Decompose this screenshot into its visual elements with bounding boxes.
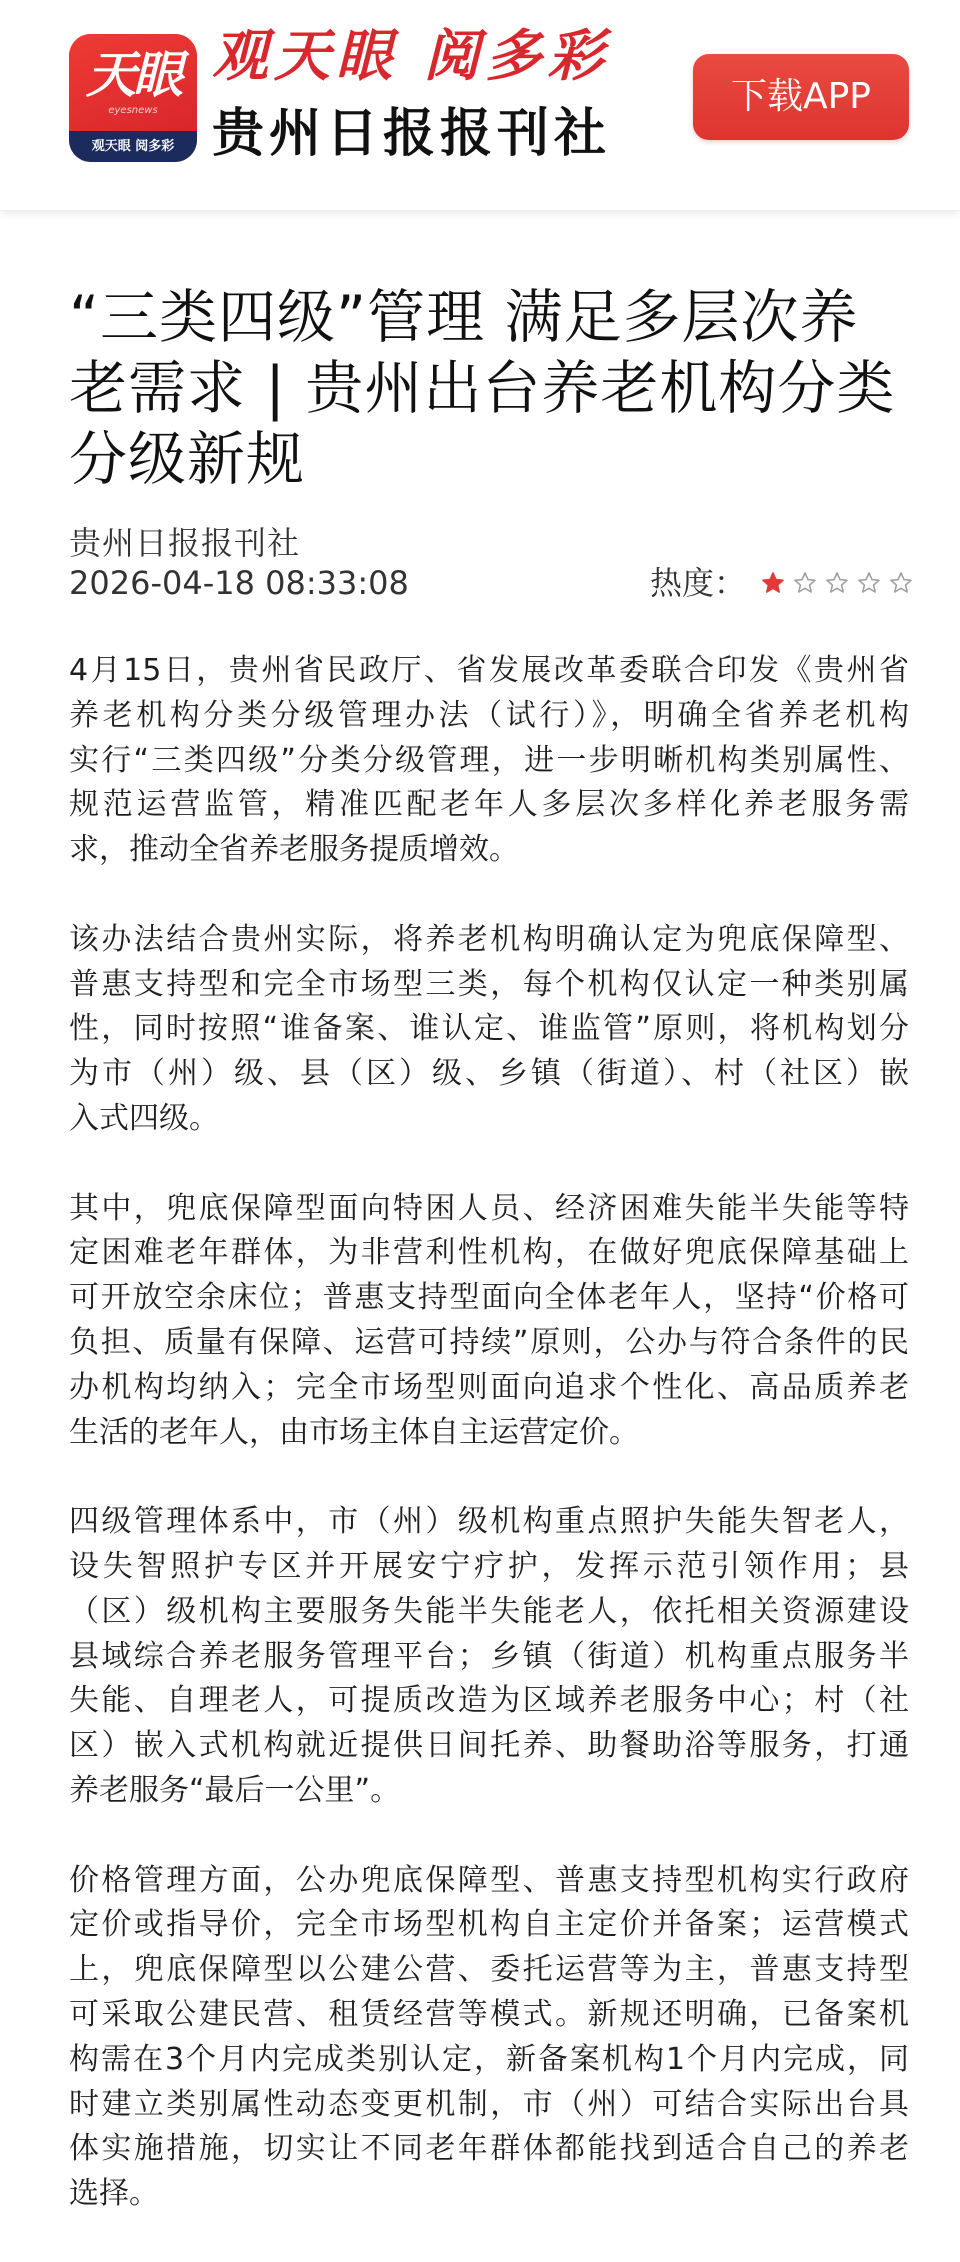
paragraph-line: 性，同时按照“谁备案、谁认定、谁监管”原则，将机构划分: [69, 1011, 909, 1047]
paragraph-line: 养老机构分类分级管理办法（试行）》，明确全省养老机构: [69, 697, 909, 733]
logo-mark: [69, 34, 197, 131]
paragraph-line: 县域综合养老服务管理平台；乡镇（街道）机构重点服务半: [69, 1638, 909, 1674]
paragraph-line: 失能、自理老人，可提质改造为区域养老服务中心；村（社: [69, 1683, 909, 1719]
paragraph-line: 设失智照护专区并开展安宁疗护，发挥示范引领作用；县: [69, 1548, 909, 1584]
star-filled-icon: [761, 571, 785, 595]
paragraph-line: 定价或指导价，完全市场型机构自主定价并备案；运营模式: [69, 1907, 909, 1943]
paragraph-line: 生活的老年人，由市场主体自主运营定价。: [69, 1414, 639, 1450]
paragraph-line: 规范运营监管，精准匹配老年人多层次多样化养老服务需: [69, 787, 909, 823]
article-paragraph: [69, 918, 909, 1142]
paragraph-line: 时建立类别属性动态变更机制，市（州）可结合实际出台具: [69, 2086, 909, 2122]
paragraph-line: 求，推动全省养老服务提质增效。: [69, 832, 519, 868]
article-title: [69, 282, 929, 495]
article-meta-row: [0, 563, 960, 603]
paragraph-line: 定困难老年群体，为非营利性机构，在做好兜底保障基础上: [69, 1235, 909, 1271]
article-body: [69, 649, 909, 2262]
logo-mark-subtext: eyesnews: [108, 105, 158, 116]
article-paragraph: [69, 649, 909, 873]
paragraph-line: 为市（州）级、县（区）级、乡镇（街道）、村（社区）嵌: [69, 1056, 909, 1092]
article-paragraph: [69, 1500, 909, 1814]
star-empty-icon: [857, 571, 881, 595]
paragraph-line: 实行“三类四级”分类分级管理，进一步明晰机构类别属性、: [69, 742, 909, 778]
article-title-line: 分级新规: [69, 425, 306, 493]
paragraph-line: 养老服务“最后一公里”。: [69, 1772, 401, 1808]
paragraph-line: 可开放空余床位；普惠支持型面向全体老年人，坚持“价格可: [69, 1280, 909, 1316]
paragraph-line: 该办法结合贵州实际，将养老机构明确认定为兜底保障型、: [69, 921, 909, 957]
article-title-line: 老需求 | 贵州出台养老机构分类: [69, 354, 896, 422]
paragraph-line: 上，兜底保障型以公建公营、委托运营等为主，普惠支持型: [69, 1952, 909, 1988]
app-logo[interactable]: [69, 34, 197, 162]
article-source: 贵州日报报刊社: [69, 524, 301, 562]
paragraph-line: 4月15日，贵州省民政厅、省发展改革委联合印发《贵州省: [69, 653, 909, 688]
star-empty-icon: [825, 571, 849, 595]
paragraph-line: 构需在3个月内完成类别认定，新备案机构1个月内完成，同: [69, 2041, 909, 2077]
paragraph-line: 负担、质量有保障、运营可持续”原则，公办与符合条件的民: [69, 1324, 909, 1360]
paragraph-line: （区）级机构主要服务失能半失能老人，依托相关资源建设: [69, 1593, 909, 1629]
paragraph-line: 其中，兜底保障型面向特困人员、经济困难失能半失能等特: [69, 1190, 909, 1226]
article-title-line: “三类四级”管理 满足多层次养: [69, 283, 859, 351]
brand-slogan: 观天眼 阅多彩: [212, 24, 610, 89]
paragraph-line: 区）嵌入式机构就近提供日间托养、助餐助浴等服务，打通: [69, 1728, 909, 1764]
article-paragraph: [69, 1859, 909, 2217]
paragraph-line: 选择。: [69, 2176, 159, 2212]
star-empty-icon: [793, 571, 817, 595]
paragraph-line: 办机构均纳入；完全市场型则面向追求个性化、高品质养老: [69, 1369, 909, 1405]
download-app-button[interactable]: 下载APP: [693, 54, 909, 140]
paragraph-line: 入式四级。: [69, 1100, 219, 1136]
article-paragraph: [69, 1187, 909, 1456]
logo-mark-text: 天眼: [86, 45, 180, 104]
paragraph-line: 四级管理体系中，市（州）级机构重点照护失能失智老人，: [69, 1504, 909, 1540]
brand-org-name: 贵州日报报刊社: [212, 104, 612, 164]
heat-label: 热度：: [650, 564, 747, 602]
paragraph-line: 可采取公建民营、租赁经营等模式。新规还明确，已备案机: [69, 1996, 909, 2032]
paragraph-line: 价格管理方面，公办兜底保障型、普惠支持型机构实行政府: [69, 1862, 909, 1898]
paragraph-line: 普惠支持型和完全市场型三类，每个机构仅认定一种类别属: [69, 966, 909, 1002]
logo-band-text: 观天眼 阅多彩: [69, 131, 197, 162]
heat-rating: [761, 571, 913, 595]
paragraph-line: 体实施措施，切实让不同老年群体都能找到适合自己的养老: [69, 2131, 909, 2167]
star-empty-icon: [889, 571, 913, 595]
article-datetime: 2026-04-18 08:33:08: [69, 564, 409, 602]
app-header: [0, 0, 960, 211]
